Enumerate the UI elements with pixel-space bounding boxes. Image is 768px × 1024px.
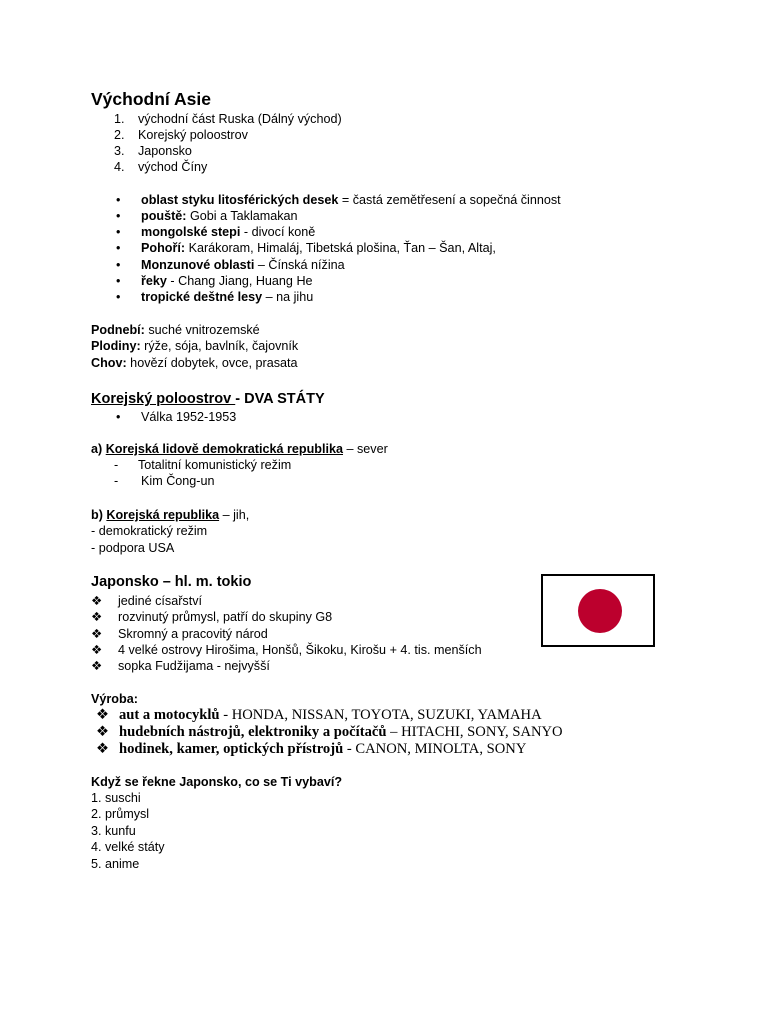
- bullet-icon: •: [116, 209, 121, 223]
- list-item: - demokratický režim: [91, 524, 208, 538]
- item-text: – na jihu: [262, 290, 314, 304]
- list-item: [141, 289, 313, 305]
- list-item: východní část Ruska (Dálný východ): [138, 112, 342, 126]
- fact-line: [91, 338, 298, 354]
- list-item: [141, 192, 561, 208]
- production-item: [119, 741, 526, 758]
- list-item-number: 3.: [114, 144, 125, 158]
- fact-line: [91, 322, 260, 338]
- list-item-number: 2.: [114, 128, 125, 142]
- list-item: [141, 273, 313, 289]
- production-label: Výroba:: [91, 692, 138, 706]
- item-label: řeky: [141, 274, 167, 288]
- list-item: [141, 208, 298, 224]
- list-item: východ Číny: [138, 160, 208, 174]
- item-label: aut a motocyklů: [119, 707, 220, 723]
- diamond-bullet-icon: ❖: [96, 724, 110, 740]
- list-item: [141, 257, 345, 273]
- list-item: - podpora USA: [91, 541, 175, 555]
- bullet-icon: •: [116, 225, 121, 239]
- fact-text: suché vnitrozemské: [144, 323, 260, 337]
- list-item: [141, 224, 315, 240]
- answer-item: 3. kunfu: [91, 824, 136, 838]
- item-text: - HONDA, NISSAN, TOYOTA, SUZUKI, YAMAHA: [219, 707, 542, 723]
- item-label: Monzunové oblasti: [141, 258, 255, 272]
- list-item: rozvinutý průmysl, patří do skupiny G8: [118, 610, 333, 624]
- diamond-bullet-icon: ❖: [91, 610, 103, 624]
- dash-icon: -: [114, 474, 119, 488]
- question: Když se řekne Japonsko, co se Ti vybaví?: [91, 775, 343, 789]
- item-text: - CANON, MINOLTA, SONY: [343, 741, 527, 757]
- item-text: Karákoram, Himaláj, Tibetská plošina, Ťan – Šan, Altaj,: [185, 241, 496, 255]
- item-label: hudebních nástrojů, elektroniky a počítačů: [119, 724, 387, 740]
- diamond-bullet-icon: ❖: [96, 707, 110, 723]
- item-text: - Chang Jiang, Huang He: [166, 274, 313, 288]
- fact-label: Chov:: [91, 356, 127, 370]
- production-item: [119, 707, 542, 724]
- item-text: – Čínská nížina: [254, 258, 345, 272]
- list-item: Totalitní komunistický režim: [138, 458, 292, 472]
- list-item: Skromný a pracovitý národ: [118, 627, 268, 641]
- heading-text: - DVA STÁTY: [235, 391, 325, 407]
- item-label: oblast styku litosférických desek: [141, 193, 339, 207]
- list-item: sopka Fudžijama - nejvyšší: [118, 659, 270, 673]
- fact-line: [91, 355, 298, 371]
- item-text: = častá zemětřesení a sopečná činnost: [338, 193, 561, 207]
- fact-label: Podnebí:: [91, 323, 145, 337]
- fact-text: rýže, sója, bavlník, čajovník: [140, 339, 299, 353]
- dash-icon: -: [114, 458, 119, 472]
- diamond-bullet-icon: ❖: [91, 643, 103, 657]
- item-prefix: b): [91, 508, 107, 522]
- bullet-icon: •: [116, 193, 121, 207]
- list-item: Válka 1952-1953: [141, 410, 237, 424]
- production-item: [119, 724, 563, 741]
- diamond-bullet-icon: ❖: [91, 627, 103, 641]
- item-text: Gobi a Taklamakan: [186, 209, 298, 223]
- answer-item: 1. suschi: [91, 791, 141, 805]
- bullet-icon: •: [116, 258, 121, 272]
- bullet-icon: •: [116, 274, 121, 288]
- fact-label: Plodiny:: [91, 339, 141, 353]
- item-prefix: a): [91, 442, 106, 456]
- country-name: Korejská republika: [106, 508, 220, 522]
- list-item: Kim Čong-un: [141, 474, 215, 488]
- bullet-icon: •: [116, 241, 121, 255]
- bullet-icon: •: [116, 290, 121, 304]
- item-label: tropické deštné lesy: [141, 290, 263, 304]
- item-label: mongolské stepi: [141, 225, 241, 239]
- list-item: Japonsko: [138, 144, 192, 158]
- item-text: – sever: [343, 442, 388, 456]
- section-heading-korea: [91, 390, 325, 408]
- list-item: jediné císařství: [118, 594, 202, 608]
- fact-text: hovězí dobytek, ovce, prasata: [126, 356, 298, 370]
- list-item-number: 1.: [114, 112, 125, 126]
- diamond-bullet-icon: ❖: [96, 741, 110, 757]
- answer-item: 2. průmysl: [91, 807, 150, 821]
- diamond-bullet-icon: ❖: [91, 659, 103, 673]
- country-name: Korejská lidově demokratická republika: [105, 442, 343, 456]
- heading-link: Korejský poloostrov: [91, 391, 236, 407]
- answer-item: 4. velké státy: [91, 840, 165, 854]
- sun-disc-icon: [578, 589, 622, 633]
- japan-flag-image: [541, 574, 655, 647]
- page-title: Východní Asie: [91, 89, 211, 109]
- list-item: 4 velké ostrovy Hirošima, Honšů, Šikoku, Kirošu + 4. tis. menších: [118, 643, 482, 657]
- south-korea-line: [91, 507, 249, 523]
- list-item: Korejský poloostrov: [138, 128, 248, 142]
- item-label: pouště:: [141, 209, 187, 223]
- list-item-number: 4.: [114, 160, 125, 174]
- section-heading-japan: Japonsko – hl. m. tokio: [91, 574, 252, 590]
- bullet-icon: •: [116, 410, 121, 424]
- item-label: Pohoří:: [141, 241, 186, 255]
- item-label: hodinek, kamer, optických přístrojů: [119, 741, 344, 757]
- list-item: [141, 240, 496, 256]
- item-text: – jih,: [219, 508, 250, 522]
- item-text: - divocí koně: [240, 225, 316, 239]
- north-korea-line: [91, 441, 388, 457]
- item-text: – HITACHI, SONY, SANYO: [386, 724, 563, 740]
- answer-item: 5. anime: [91, 857, 140, 871]
- diamond-bullet-icon: ❖: [91, 594, 103, 608]
